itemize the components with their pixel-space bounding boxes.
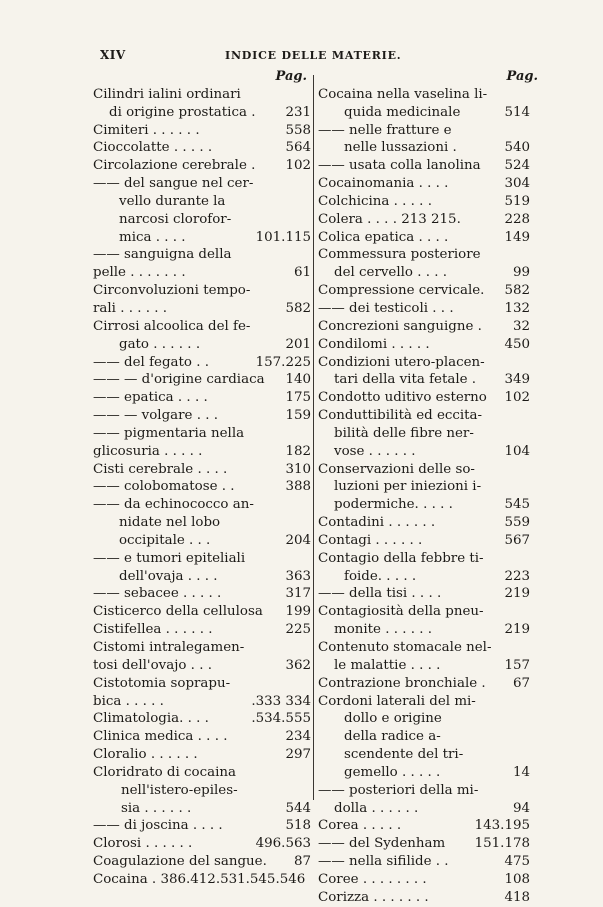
entry-text: Cistifellea . . . . . . xyxy=(93,622,213,638)
index-entry xyxy=(318,300,530,318)
index-entry xyxy=(318,461,530,479)
entry-text: tari della vita fetale . xyxy=(334,372,477,388)
entry-page: 297 xyxy=(285,747,311,763)
index-entry xyxy=(93,122,311,140)
entry-page: 157 xyxy=(504,657,530,673)
entry-text: —— dei testicoli . . . xyxy=(318,300,454,316)
index-entry xyxy=(318,389,530,407)
entry-page: 102 xyxy=(285,158,311,174)
entry-text: Contagio della febbre ti- xyxy=(318,550,484,566)
entry-page: 157.225 xyxy=(255,354,311,370)
entry-text: Cisti cerebrale . . . . xyxy=(93,461,228,477)
entry-text: Commessura posteriore xyxy=(318,247,481,263)
entry-page: 32 xyxy=(512,318,530,334)
index-entry xyxy=(93,693,311,711)
index-entry xyxy=(318,889,530,907)
index-entry xyxy=(93,86,311,104)
entry-page: 143.195 xyxy=(474,818,530,834)
entry-page: 518 xyxy=(285,818,311,834)
entry-text: del cervello . . . . xyxy=(334,265,448,281)
entry-text: Cioccolatte . . . . . xyxy=(93,140,213,156)
index-entry xyxy=(318,585,530,603)
entry-text: Concrezioni sanguigne . xyxy=(318,318,482,334)
entry-text: Contagi . . . . . . xyxy=(318,532,423,548)
entry-text: quida medicinale xyxy=(344,104,461,120)
entry-text: pelle . . . . . . . xyxy=(93,265,186,281)
index-entry xyxy=(318,86,530,104)
index-entry xyxy=(318,710,530,728)
entry-page: 514 xyxy=(504,104,530,120)
entry-text: vose . . . . . . xyxy=(334,443,416,459)
index-column-left xyxy=(93,68,311,889)
entry-text: Cistotomia soprapu- xyxy=(93,675,231,691)
entry-text: vello durante la xyxy=(119,193,226,209)
index-entry xyxy=(318,746,530,764)
entry-text: Cocaina nella vaselina li- xyxy=(318,86,488,102)
entry-text: nell'istero-epiles- xyxy=(121,782,238,798)
index-entry xyxy=(318,764,530,782)
index-entry xyxy=(93,603,311,621)
entry-text: nelle lussazioni . xyxy=(344,140,457,156)
entry-page: 199 xyxy=(285,604,311,620)
index-entry xyxy=(93,657,311,675)
entry-page: 559 xyxy=(504,515,530,531)
entry-text: Cordoni laterali del mi- xyxy=(318,693,476,709)
index-entry xyxy=(93,443,311,461)
index-entry xyxy=(318,568,530,586)
entry-text: —— di joscina . . . . xyxy=(93,818,223,834)
index-entry xyxy=(93,371,311,389)
index-entry xyxy=(93,157,311,175)
entry-page: 104 xyxy=(504,443,530,459)
index-entry xyxy=(93,193,311,211)
entry-page: 108 xyxy=(504,871,530,887)
entry-page: 582 xyxy=(285,300,311,316)
entry-page: 219 xyxy=(504,586,530,602)
index-entry xyxy=(93,318,311,336)
index-entry xyxy=(93,425,311,443)
index-entry xyxy=(93,800,311,818)
entry-page: 87 xyxy=(293,854,311,870)
entry-page: 151.178 xyxy=(474,836,530,852)
entry-text: —— e tumori epiteliali xyxy=(93,550,246,566)
entry-text: tosi dell'ovajo . . . xyxy=(93,657,212,673)
entry-page: 149 xyxy=(504,229,530,245)
entry-page: 496.563 xyxy=(255,836,311,852)
index-entry xyxy=(93,175,311,193)
entry-page: 418 xyxy=(504,889,530,905)
entry-page: 101.115 xyxy=(255,229,311,245)
entry-text: Cistomi intralegamen- xyxy=(93,640,245,655)
entry-page: .534.555 xyxy=(251,711,311,727)
entry-text: Cloridrato di cocaina xyxy=(93,764,236,780)
entry-text: monite . . . . . . xyxy=(334,622,433,638)
index-entry xyxy=(93,746,311,764)
entry-page: 225 xyxy=(285,622,311,638)
pag-label-text: Pag. xyxy=(275,69,307,84)
entry-page: 558 xyxy=(285,122,311,138)
index-entry xyxy=(93,585,311,603)
entry-page: 304 xyxy=(504,176,530,192)
entry-text: —— posteriori della mi- xyxy=(318,782,479,798)
entry-page: 564 xyxy=(285,140,311,156)
entry-text: occipitale . . . xyxy=(119,532,211,548)
entry-page: 310 xyxy=(285,461,311,477)
entry-text: Contagiosità della pneu- xyxy=(318,604,484,620)
entry-page: .333 334 xyxy=(251,693,311,709)
entry-page: 67 xyxy=(512,675,530,691)
index-entry xyxy=(318,603,530,621)
index-entry xyxy=(318,407,530,425)
pag-label xyxy=(318,68,538,86)
index-entry xyxy=(318,193,530,211)
entry-page: 175 xyxy=(285,390,311,406)
entry-text: Cilindri ialini ordinari xyxy=(93,86,241,102)
entry-text: —— della tisi . . . . xyxy=(318,586,442,602)
index-entry xyxy=(93,354,311,372)
entry-text: —— sebacee . . . . . xyxy=(93,586,222,602)
index-entry xyxy=(318,318,530,336)
entry-text: Conduttibilità ed eccita- xyxy=(318,408,483,424)
index-entry xyxy=(318,532,530,550)
entry-text: Cisticerco della cellulosa xyxy=(93,604,263,620)
entry-page: 132 xyxy=(504,300,530,316)
entry-page: 223 xyxy=(504,568,530,584)
entry-text: —— epatica . . . . xyxy=(93,390,208,406)
index-entry xyxy=(93,782,311,800)
index-entry xyxy=(318,835,530,853)
index-entry xyxy=(93,211,311,229)
entry-page: 14 xyxy=(512,764,530,780)
entry-text: —— pigmentaria nella xyxy=(93,425,245,441)
entry-text: —— sanguigna della xyxy=(93,247,232,263)
index-entry xyxy=(318,800,530,818)
index-entry xyxy=(93,461,311,479)
entry-page: 317 xyxy=(285,586,311,602)
index-entry xyxy=(93,478,311,496)
pag-label-text: Pag. xyxy=(506,69,538,84)
entry-page: 544 xyxy=(285,800,311,816)
entry-text: di origine prostatica . xyxy=(109,104,256,120)
entry-page: 228 xyxy=(504,211,530,227)
entry-page: 540 xyxy=(504,140,530,156)
page-title: INDICE DELLE MATERIE. xyxy=(225,49,402,62)
index-entry xyxy=(93,282,311,300)
entry-text: Conservazioni delle so- xyxy=(318,461,475,477)
index-entry xyxy=(318,443,530,461)
index-entry xyxy=(318,478,530,496)
entry-text: Compressione cervicale. xyxy=(318,283,485,299)
entry-text: rali . . . . . . xyxy=(93,300,168,316)
entry-page: 362 xyxy=(285,657,311,673)
entry-text: Corea . . . . . xyxy=(318,818,402,834)
index-entry xyxy=(93,264,311,282)
entry-page: 234 xyxy=(285,729,311,745)
index-entry xyxy=(93,550,311,568)
index-entry xyxy=(318,354,530,372)
entry-text: Colica epatica . . . . xyxy=(318,229,449,245)
index-entry xyxy=(93,514,311,532)
index-entry xyxy=(93,389,311,407)
entry-text: Clinica medica . . . . xyxy=(93,729,228,745)
index-entry xyxy=(93,675,311,693)
entry-text: podermiche. . . . . xyxy=(334,497,453,513)
entry-text: scendente del tri- xyxy=(344,747,464,763)
entry-text: Corizza . . . . . . . xyxy=(318,889,429,905)
entry-text: —— — volgare . . . xyxy=(93,408,219,424)
entry-text: Cloralio . . . . . . xyxy=(93,747,198,763)
index-entry xyxy=(318,693,530,711)
page-number: XIV xyxy=(100,48,126,62)
index-entry xyxy=(318,229,530,247)
index-entry xyxy=(93,336,311,354)
entry-text: Circonvoluzioni tempo- xyxy=(93,283,251,299)
entry-text: —— da echinococco an- xyxy=(93,497,254,513)
index-entry xyxy=(93,300,311,318)
index-entry xyxy=(93,728,311,746)
entry-text: Cirrosi alcoolica del fe- xyxy=(93,318,251,334)
entry-page: 102 xyxy=(504,390,530,406)
entry-text: Clorosi . . . . . . xyxy=(93,836,193,852)
entry-page: 201 xyxy=(285,336,311,352)
index-entry xyxy=(318,782,530,800)
entry-text: —— del Sydenham xyxy=(318,836,446,852)
entry-page: 524 xyxy=(504,158,530,174)
index-entry xyxy=(318,336,530,354)
entry-page: 219 xyxy=(504,622,530,638)
entry-text: Condotto uditivo esterno xyxy=(318,390,487,406)
index-entry xyxy=(318,139,530,157)
index-entry xyxy=(318,728,530,746)
index-entry xyxy=(93,496,311,514)
entry-text: bica . . . . . xyxy=(93,693,164,709)
entry-page: 582 xyxy=(504,283,530,299)
index-entry xyxy=(318,657,530,675)
index-entry xyxy=(318,104,530,122)
index-entry xyxy=(318,122,530,140)
entry-text: dell'ovaja . . . . xyxy=(119,568,218,584)
entry-page: 231 xyxy=(285,104,311,120)
entry-text: Contenuto stomacale nel- xyxy=(318,640,492,655)
entry-page: 182 xyxy=(285,443,311,459)
entry-text: gato . . . . . . xyxy=(119,336,201,352)
entry-page: 388 xyxy=(285,479,311,495)
index-entry xyxy=(318,264,530,282)
page-header xyxy=(100,48,515,68)
index-entry xyxy=(318,371,530,389)
entry-text: Contadini . . . . . . xyxy=(318,515,436,531)
index-entry xyxy=(93,229,311,247)
entry-text: —— nelle fratture e xyxy=(318,122,452,138)
entry-text: Condizioni utero-placen- xyxy=(318,354,485,370)
entry-text: foide. . . . . xyxy=(344,568,417,584)
entry-page: 519 xyxy=(504,193,530,209)
entry-text: —— — d'origine cardiaca xyxy=(93,372,265,388)
entry-text: narcosi clorofor- xyxy=(119,211,232,227)
index-entry xyxy=(93,871,311,889)
entry-text: Contrazione bronchiale . xyxy=(318,675,486,691)
entry-page: 567 xyxy=(504,532,530,548)
index-entry xyxy=(318,425,530,443)
index-entry xyxy=(93,817,311,835)
entry-text: Colchicina . . . . . xyxy=(318,193,432,209)
index-entry xyxy=(93,835,311,853)
index-entry xyxy=(93,710,311,728)
index-entry xyxy=(318,550,530,568)
entry-text: Coree . . . . . . . . xyxy=(318,871,427,887)
entry-page: 349 xyxy=(504,372,530,388)
entry-text: —— nella sifilide . . xyxy=(318,854,449,870)
entry-page: 450 xyxy=(504,336,530,352)
entry-page: 545 xyxy=(504,497,530,513)
entry-text: dolla . . . . . . xyxy=(334,800,419,816)
entry-text: bilità delle fibre ner- xyxy=(334,425,474,441)
pag-label xyxy=(93,68,311,86)
entry-text: Cimiteri . . . . . . xyxy=(93,122,200,138)
index-entry xyxy=(318,817,530,835)
index-entry xyxy=(93,639,311,657)
entry-text: le malattie . . . . xyxy=(334,657,441,673)
index-entry xyxy=(318,514,530,532)
entry-text: Climatologia. . . . xyxy=(93,711,209,727)
index-entry xyxy=(318,282,530,300)
entry-text: della radice a- xyxy=(344,729,441,745)
index-entry xyxy=(93,621,311,639)
column-divider xyxy=(313,75,314,800)
index-entry xyxy=(318,211,530,229)
index-entry xyxy=(318,639,530,657)
entry-page: 99 xyxy=(512,265,530,281)
entry-text: —— usata colla lanolina xyxy=(318,158,481,174)
index-entry xyxy=(93,407,311,425)
entry-text: Circolazione cerebrale . xyxy=(93,158,256,174)
index-entry xyxy=(93,568,311,586)
entry-page: 61 xyxy=(293,265,311,281)
entry-text: Cocaina . 386.412.531.545.546 xyxy=(93,871,306,887)
index-entry xyxy=(318,246,530,264)
entry-page: 204 xyxy=(285,532,311,548)
index-entry xyxy=(318,175,530,193)
index-entry xyxy=(318,496,530,514)
entry-text: dollo e origine xyxy=(344,711,442,727)
index-entry xyxy=(93,532,311,550)
entry-page: 363 xyxy=(285,568,311,584)
index-entry xyxy=(93,139,311,157)
index-entry xyxy=(93,853,311,871)
index-entry xyxy=(318,621,530,639)
entry-text: nidate nel lobo xyxy=(119,515,221,531)
entry-page: 475 xyxy=(504,854,530,870)
entry-page: 159 xyxy=(285,408,311,424)
index-entry xyxy=(93,764,311,782)
index-entry xyxy=(93,246,311,264)
index-entry xyxy=(318,853,530,871)
index-entry xyxy=(318,871,530,889)
entry-page: 94 xyxy=(512,800,530,816)
index-column-right xyxy=(318,68,538,907)
entry-text: Coagulazione del sangue. xyxy=(93,854,267,870)
entry-text: mica . . . . xyxy=(119,229,186,245)
entry-text: Colera . . . . 213 215. xyxy=(318,211,461,227)
index-entry xyxy=(318,157,530,175)
entry-text: glicosuria . . . . . xyxy=(93,443,203,459)
entry-text: Cocainomania . . . . xyxy=(318,176,449,192)
entry-text: —— del sangue nel cer- xyxy=(93,176,254,192)
entry-text: gemello . . . . . xyxy=(344,764,441,780)
index-entry xyxy=(318,675,530,693)
entry-page: 140 xyxy=(285,372,311,388)
entry-text: Condilomi . . . . . xyxy=(318,336,430,352)
index-entry xyxy=(93,104,311,122)
entry-text: —— colobomatose . . xyxy=(93,479,235,495)
entry-text: luzioni per iniezioni i- xyxy=(334,479,482,495)
entry-text: sia . . . . . . xyxy=(121,800,192,816)
entry-text: —— del fegato . . xyxy=(93,354,209,370)
